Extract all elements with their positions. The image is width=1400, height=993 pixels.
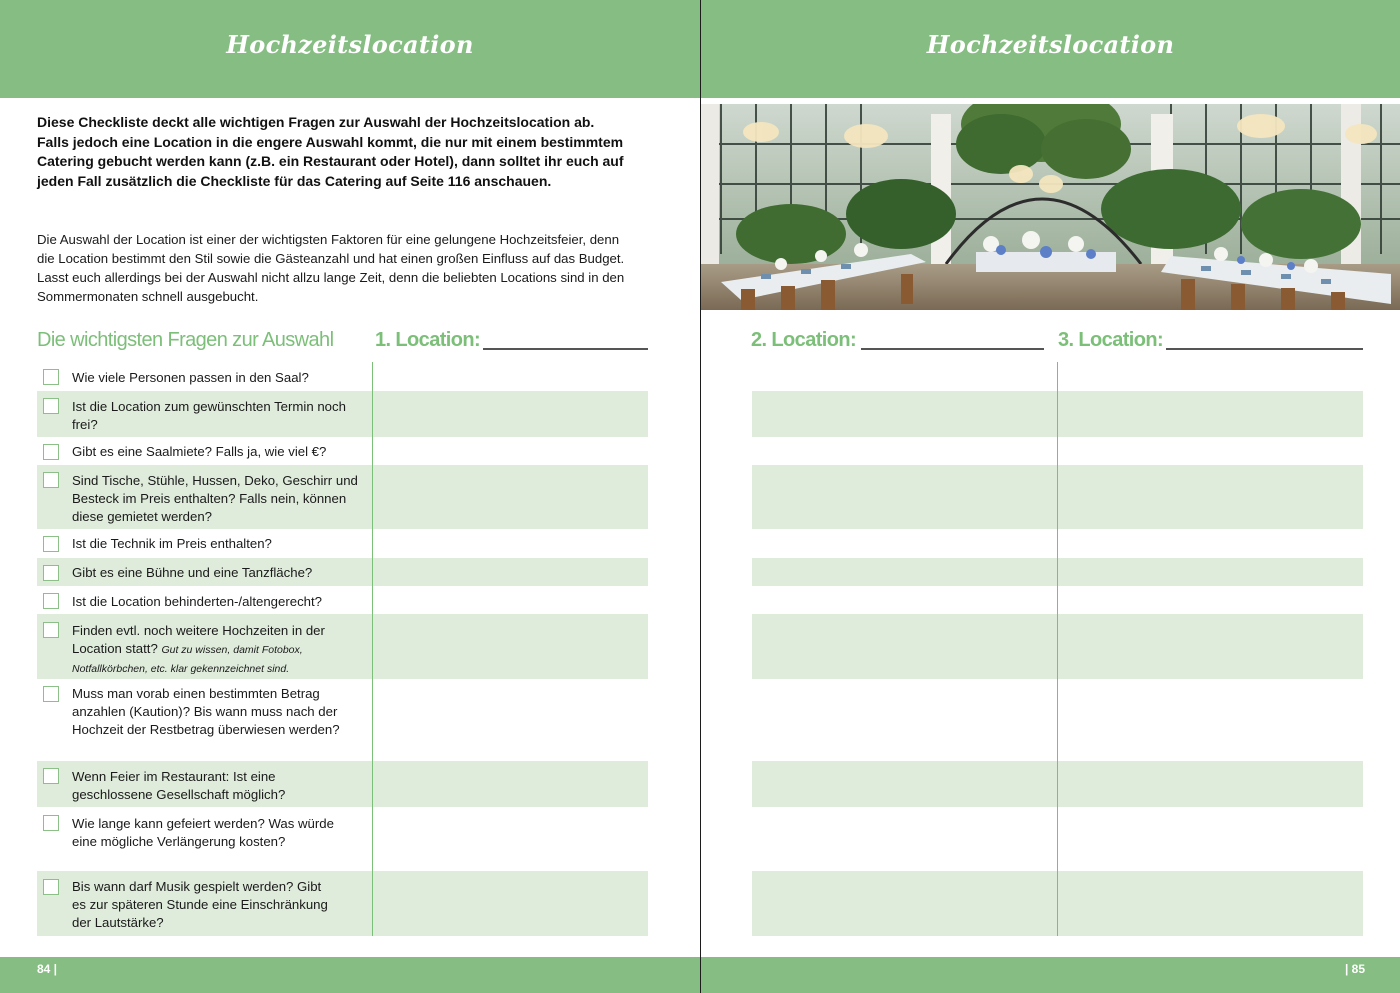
- right-page-number: | 85: [1344, 962, 1365, 976]
- question-checkbox[interactable]: [43, 686, 59, 702]
- question-text: Gibt es eine Bühne und eine Tanzfläche?: [72, 565, 313, 580]
- question-text: [72, 622, 368, 678]
- question-text: Wenn Feier im Restaurant: Ist eine geschlossene Gesellschaft möglich?: [72, 769, 286, 803]
- right-header-title: Hochzeitslocation: [926, 30, 1175, 59]
- location-2-name-line[interactable]: [861, 348, 1044, 350]
- location-1-name-line[interactable]: [483, 348, 648, 350]
- question-row: [37, 437, 372, 465]
- right-page: [701, 0, 1400, 993]
- question-text: Muss man vorab einen bestimmten Betrag anzahlen (Kaution)? Bis wann muss nach der Hochzeit der Restbetrag überwiesen werden?: [72, 686, 340, 738]
- question-row: [37, 871, 372, 936]
- question-text: Ist die Location behinderten-/altengerecht?: [72, 594, 323, 609]
- question-checkbox[interactable]: [43, 768, 59, 784]
- question-main-text: Finden evtl. noch weitere Hochzeiten in der Location statt?: [72, 623, 325, 657]
- right-header-bar: [701, 0, 1400, 98]
- question-checkbox[interactable]: [43, 815, 59, 831]
- wedding-venue-photo: [701, 104, 1400, 310]
- left-footer-bar: [0, 957, 700, 993]
- location-2-label: 2. Location:: [751, 329, 857, 351]
- question-text: Sind Tische, Stühle, Hussen, Deko, Geschirr und Besteck im Preis enthalten? Falls nein, können diese gemietet werden?: [72, 473, 358, 525]
- question-row: [37, 807, 372, 871]
- question-row: [37, 529, 372, 558]
- question-row: [37, 614, 372, 679]
- question-checkbox[interactable]: [43, 565, 59, 581]
- intro-bold-paragraph: Diese Checkliste deckt alle wichtigen Fragen zur Auswahl der Hochzeitslocation ab. Falls jedoch eine Location in die engere Auswahl kommt, die nur mit einem bestimmtem Catering gebucht werden kann (z.B. ein Restaurant oder Hotel), dann solltet ihr euch auf jeden Fall zusätzlich die Checkliste für das Catering auf Seite 116 anschauen.: [37, 114, 624, 189]
- column-divider: [1057, 362, 1058, 936]
- location-3-name-line[interactable]: [1166, 348, 1363, 350]
- question-text: Ist die Technik im Preis enthalten?: [72, 536, 272, 551]
- question-row: [37, 558, 372, 586]
- question-checkbox[interactable]: [43, 472, 59, 488]
- question-row: [37, 465, 372, 529]
- location-3-label: 3. Location:: [1058, 329, 1164, 351]
- question-text: Wie viele Personen passen in den Saal?: [72, 370, 309, 385]
- question-row: [37, 679, 372, 761]
- question-note: Gut zu wissen, damit Fotobox, Notfallkörbchen, etc. klar gekennzeichnet sind.: [72, 644, 303, 676]
- intro-paragraph: Die Auswahl der Location ist einer der wichtigsten Faktoren für eine gelungene Hochzeitsfeier, denn die Location bestimmt den Stil sowie die Gästeanzahl und hat einen großen Einfluss auf das Budget. Lasst euch allerdings bei der Auswahl nicht allzu lange Zeit, denn die beliebten Locations sind in den Sommermonaten schnell ausgebucht.: [37, 232, 625, 304]
- question-text: Bis wann darf Musik gespielt werden? Gibt es zur späteren Stunde eine Einschränkung der Lautstärke?: [72, 879, 328, 931]
- question-row: [37, 586, 372, 614]
- question-text: Wie lange kann gefeiert werden? Was würde eine mögliche Verlängerung kosten?: [72, 816, 334, 850]
- question-text: Ist die Location zum gewünschten Termin noch frei?: [72, 399, 346, 433]
- question-row: [37, 761, 372, 807]
- question-checkbox[interactable]: [43, 398, 59, 414]
- left-header-title: Hochzeitslocation: [226, 30, 474, 59]
- left-header-bar: [0, 0, 700, 98]
- question-checkbox[interactable]: [43, 879, 59, 895]
- question-checkbox[interactable]: [43, 622, 59, 638]
- location-1-label: 1. Location:: [375, 329, 481, 351]
- questions-heading: Die wichtigsten Fragen zur Auswahl: [37, 329, 334, 351]
- column-divider: [372, 362, 373, 936]
- right-footer-bar: [701, 957, 1400, 993]
- question-checkbox[interactable]: [43, 444, 59, 460]
- left-page-number: 84 |: [37, 962, 58, 976]
- question-row: [37, 362, 372, 391]
- question-row: [37, 391, 372, 437]
- question-checkbox[interactable]: [43, 369, 59, 385]
- question-text: Gibt es eine Saalmiete? Falls ja, wie viel €?: [72, 444, 327, 459]
- question-checkbox[interactable]: [43, 536, 59, 552]
- question-checkbox[interactable]: [43, 593, 59, 609]
